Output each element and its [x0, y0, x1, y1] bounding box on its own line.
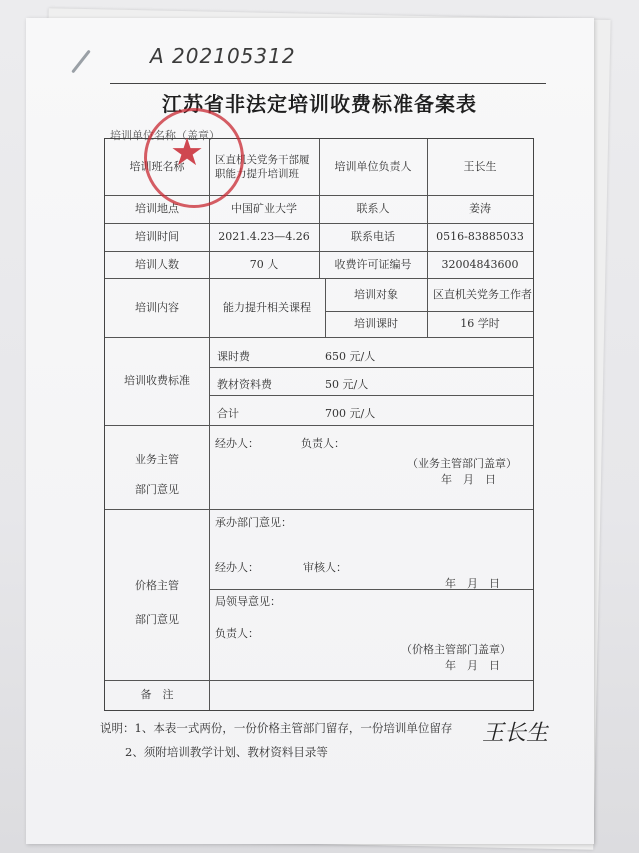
row-divider	[105, 425, 533, 426]
biz-label-1: 业务主管	[135, 453, 179, 466]
time-value: 2021.4.23—4.26	[218, 230, 310, 243]
phone-label: 联系电话	[351, 230, 395, 243]
fee-label: 培训收费标准	[124, 374, 190, 387]
content-value: 能力提升相关课程	[223, 300, 311, 314]
target-label: 培训对象	[354, 287, 398, 301]
fee-item-value: 700 元/人	[325, 407, 376, 420]
location-label: 培训地点	[135, 202, 179, 215]
price-label-2: 部门意见	[135, 613, 179, 626]
document-title: 江苏省非法定培训收费标准备案表	[162, 92, 477, 116]
price-dept-opinion: 承办部门意见：	[215, 516, 292, 529]
fee-item-value: 650 元/人	[325, 350, 376, 363]
leader-label: 培训单位负责人	[334, 160, 412, 173]
row-divider	[105, 509, 533, 510]
fee-item-label: 合计	[217, 407, 239, 420]
phone-value: 0516-83885033	[436, 230, 524, 243]
leader-value: 王长生	[463, 160, 497, 173]
handwritten-signature: 王长生	[482, 721, 549, 746]
price-label-1: 价格主管	[135, 579, 179, 592]
filing-form	[104, 138, 534, 711]
row-divider	[209, 395, 533, 396]
biz-responsible: 负责人：	[301, 437, 345, 450]
price-date-2: 年 月 日	[445, 659, 500, 672]
location-value: 中国矿业大学	[231, 202, 297, 215]
license-value: 32004843600	[441, 257, 519, 271]
class-name-value: 区直机关党务干部履职能力提升培训班	[215, 154, 310, 180]
price-leader-opinion: 局领导意见：	[215, 595, 281, 608]
price-reviewer: 审核人：	[303, 561, 347, 574]
license-label: 收费许可证编号	[334, 257, 412, 271]
class-name-label: 培训班名称	[129, 160, 185, 173]
biz-date: 年 月 日	[441, 473, 496, 486]
content-label: 培训内容	[135, 300, 179, 314]
price-stamp: （价格主管部门盖章）	[401, 643, 511, 656]
price-date-1: 年 月 日	[445, 577, 500, 590]
row-divider	[209, 367, 533, 368]
hours-label: 培训课时	[354, 317, 398, 330]
count-label: 培训人数	[135, 257, 179, 271]
biz-label-2: 部门意见	[135, 483, 179, 496]
biz-handler: 经办人：	[215, 437, 259, 450]
price-responsible: 负责人：	[215, 627, 259, 640]
fee-item-label: 课时费	[217, 350, 250, 363]
fee-item-label: 教材资料费	[217, 378, 272, 391]
count-value: 70 人	[249, 257, 279, 271]
note-line-1: 说明：1、本表一式两份，一份价格主管部门留存，一份培训单位留存	[100, 721, 453, 735]
price-handler: 经办人：	[215, 561, 259, 574]
target-value: 区直机关党务工作者	[433, 287, 532, 301]
contact-label: 联系人	[356, 202, 390, 215]
biz-stamp: （业务主管部门盖章）	[407, 457, 517, 470]
remark-label: 备 注	[140, 688, 174, 701]
hours-value: 16 学时	[460, 317, 500, 330]
fee-item-value: 50 元/人	[325, 378, 369, 391]
contact-value: 姜涛	[469, 202, 491, 215]
unit-name-label: 培训单位名称（盖章）	[110, 129, 220, 142]
time-label: 培训时间	[135, 230, 179, 243]
title-rule	[110, 83, 546, 84]
handwritten-code: A 202105312	[150, 44, 296, 68]
note-line-2: 2、须附培训教学计划、教材资料目录等	[125, 745, 328, 759]
seal-star-icon: ★	[170, 130, 205, 174]
